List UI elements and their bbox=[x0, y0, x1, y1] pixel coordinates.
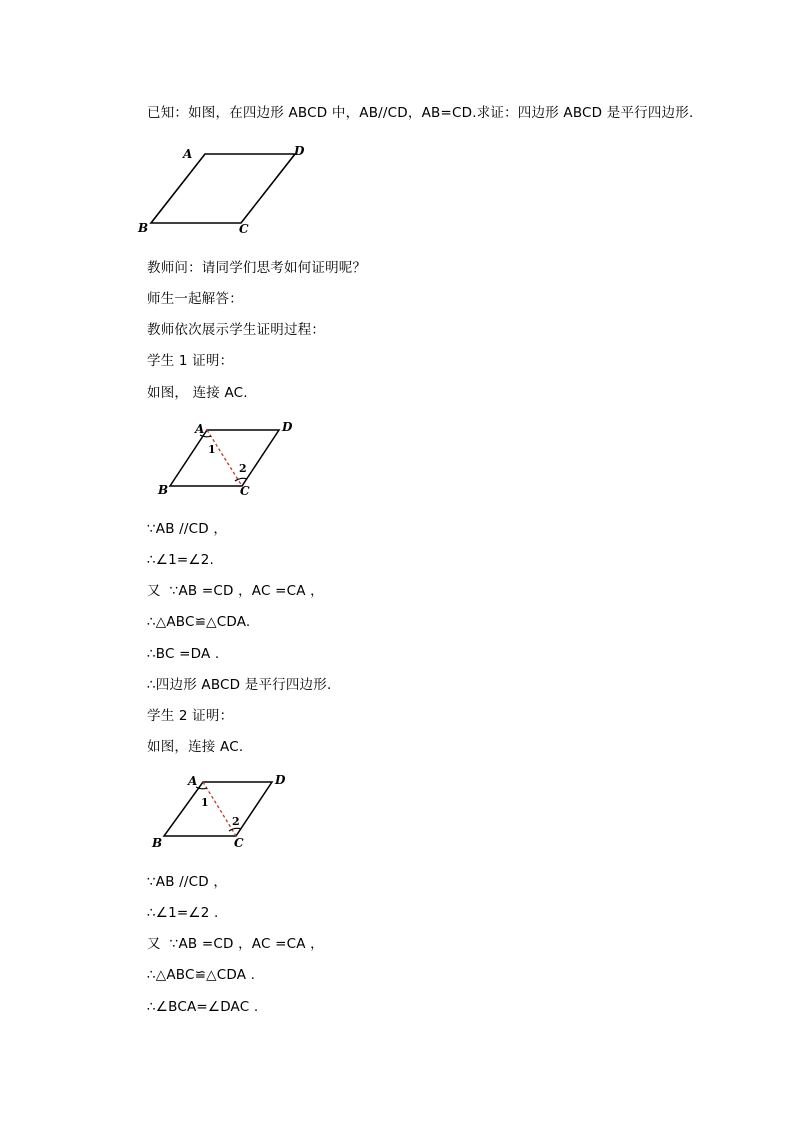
diagonal-ac bbox=[207, 430, 242, 486]
proof2-step-2: ∴∠1=∠2 . bbox=[147, 905, 219, 921]
proof1-step-2: ∴∠1=∠2. bbox=[147, 552, 214, 568]
student2-heading: 学生 2 证明： bbox=[147, 708, 234, 724]
vertex-label-c: C bbox=[234, 836, 244, 850]
parallelogram-shape bbox=[151, 154, 295, 223]
teacher-question: 教师问：请同学们思考如何证明呢？ bbox=[147, 260, 367, 276]
parallelogram-figure-3 bbox=[150, 770, 310, 855]
proof2-step-3: 又 ∵AB =CD ，AC =CA ， bbox=[147, 936, 324, 952]
parallelogram-figure-2 bbox=[155, 418, 315, 503]
proof1-step-1: ∵AB //CD ， bbox=[147, 521, 228, 537]
parallelogram-shape bbox=[164, 782, 272, 836]
vertex-label-d: D bbox=[282, 420, 293, 434]
angle-label-1: 1 bbox=[208, 443, 216, 456]
proof2-step-5: ∴∠BCA=∠DAC . bbox=[147, 999, 259, 1015]
angle-label-2: 2 bbox=[232, 815, 240, 828]
proof2-step-1: ∵AB //CD ， bbox=[147, 874, 228, 890]
parallelogram-figure-1 bbox=[135, 140, 315, 240]
vertex-label-c: C bbox=[240, 484, 250, 498]
vertex-label-b: B bbox=[152, 836, 163, 850]
proof1-step-5: ∴BC =DA . bbox=[147, 646, 220, 662]
proof2-step-4: ∴△ABC≌△CDA . bbox=[147, 967, 256, 983]
angle-label-1: 1 bbox=[201, 796, 209, 809]
vertex-label-c: C bbox=[239, 222, 249, 236]
vertex-label-a: A bbox=[188, 774, 198, 788]
proof1-conclusion: ∴四边形 ABCD 是平行四边形. bbox=[147, 677, 332, 693]
vertex-label-b: B bbox=[138, 221, 149, 235]
student1-heading: 学生 1 证明： bbox=[147, 353, 234, 369]
vertex-label-a: A bbox=[183, 147, 193, 161]
proof1-step-3: 又 ∵AB =CD ，AC =CA ， bbox=[147, 583, 324, 599]
vertex-label-b: B bbox=[158, 483, 169, 497]
proof1-step-4: ∴△ABC≌△CDA. bbox=[147, 614, 251, 630]
teacher-display: 教师依次展示学生证明过程： bbox=[147, 322, 326, 338]
vertex-label-a: A bbox=[195, 422, 205, 436]
angle-label-2: 2 bbox=[239, 462, 247, 475]
problem-statement: 已知：如图，在四边形 ABCD 中，AB//CD，AB=CD.求证：四边形 ABCD 是平行四边形. bbox=[147, 105, 694, 121]
answer-intro: 师生一起解答： bbox=[147, 291, 243, 307]
student2-connect: 如图，连接 AC. bbox=[147, 739, 244, 755]
student1-connect: 如图， 连接 AC. bbox=[147, 385, 248, 401]
vertex-label-d: D bbox=[275, 773, 286, 787]
vertex-label-d: D bbox=[294, 144, 305, 158]
